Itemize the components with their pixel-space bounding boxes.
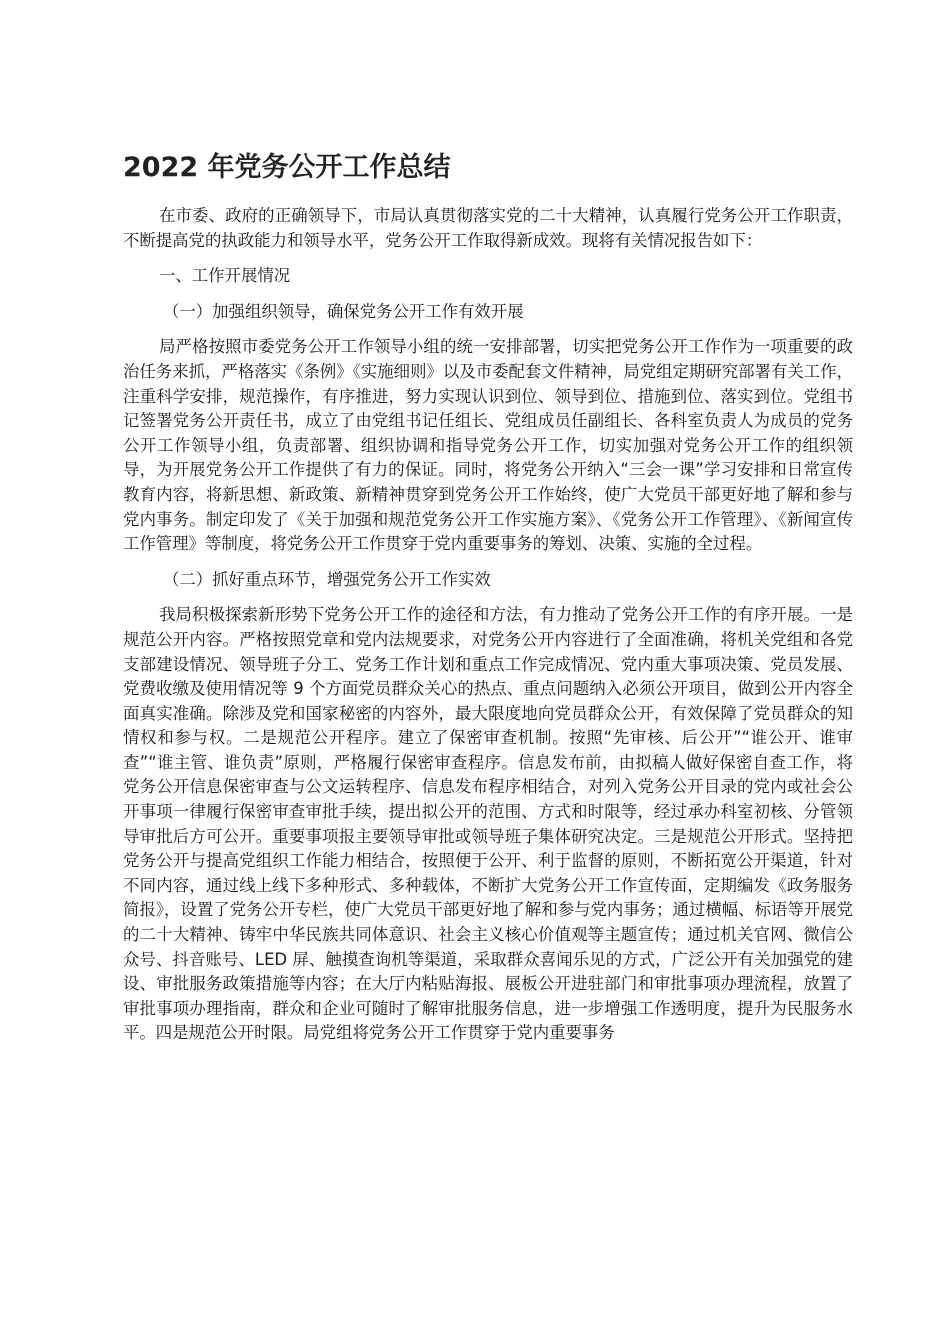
document-page [123, 148, 853, 1057]
document-title: 2022 年党务公开工作总结 [123, 152, 451, 183]
subsection-heading-1: （一）加强组织领导，确保党务公开工作有效开展 [163, 301, 524, 321]
subsection-heading-2: （二）抓好重点环节，增强党务公开工作实效 [163, 569, 491, 589]
intro-paragraph: 在市委、政府的正确领导下，市局认真贯彻落实党的二十大精神，认真履行党务公开工作职责，不断提高党的执政能力和领导水平，党务公开工作取得新成效。现将有关情况报告如下： [123, 206, 853, 250]
subsection-body-1: 局严格按照市委党务公开工作领导小组的统一安排部署，切实把党务公开工作作为一项重要的政治任务来抓，严格落实《条例》《实施细则》以及市委配套文件精神，局党组定期研究部署有关工作，注重科学安排，规范操作，有序推进，努力实现认识到位、领导到位、措施到位、落实到位。党组书记签署党务公开责任书，成立了由党组书记任组长、党组成员任副组长、各科室负责人为成员的党务公开工作领导小组，负责部署、组织协调和指导党务公开工作，切实加强对党务公开工作的组织领导，为开展党务公开工作提供了有力的保证。同时，将党务公开纳入“三会一课”学习安排和日常宣传教育内容，将新思想、新政策、新精神贯穿到党务公开工作始终，使广大党员干部更好地了解和参与党内事务。制定印发了《关于加强和规范党务公开工作实施方案》、《党务公开工作管理》、《新闻宣传工作管理》等制度，将党务公开工作贯穿于党内重要事务的筹划、决策、实施的全过程。 [123, 337, 853, 554]
subsection-body-2: 我局积极探索新形势下党务公开工作的途径和方法，有力推动了党务公开工作的有序开展。一是规范公开内容。严格按照党章和党内法规要求，对党务公开内容进行了全面准确，将机关党组和各党支部建设情况、领导班子分工、党务工作计划和重点工作完成情况、党内重大事项决策、党员发展、党费收缴及使用情况等 9 个方面党员群众关心的热点、重点问题纳入必须公开项目，做到公开内容全面真实准确。除涉及党和国家秘密的内容外，最大限度地向党员群众公开，有效保障了党员群众的知情权和参与权。二是规范公开程序。建立了保密审查机制。按照“先审核、后公开”“谁公开、谁审查”“谁主管、谁负责”原则，严格履行保密审查程序。信息发布前，由拟稿人做好保密自查工作，将党务公开信息保密审查与公文运转程序、信息发布程序相结合，对列入党务公开目录的党内或社会公开事项一律履行保密审查审批手续，提出拟公开的范围、方式和时限等，经过承办科室初核、分管领导审批后方可公开。重要事项报主要领导审批或领导班子集体研究决定。三是规范公开形式。坚持把党务公开与提高党组织工作能力相结合，按照便于公开、利于监督的原则，不断拓宽公开渠道，针对不同内容，通过线上线下多种形式、多种载体，不断扩大党务公开工作宣传面，定期编发《政务服务简报》，设置了党务公开专栏，使广大党员干部更好地了解和参与党内事务；通过横幅、标语等开展党的二十大精神、铸牢中华民族共同体意识、社会主义核心价值观等主题宣传；通过机关官网、微信公众号、抖音账号、LED 屏、触摸查询机等渠道，采取群众喜闻乐见的方式，广泛公开有关加强党的建设、审批服务政策措施等内容；在大厅内粘贴海报、展板公开进驻部门和审批事项办理流程，放置了审批事项办理指南，群众和企业可随时了解审批服务信息，进一步增强工作透明度，提升为民服务水平。四是规范公开时限。局党组将党务公开工作贯穿于党内重要事务 [123, 605, 853, 1043]
section-heading-1: 一、工作开展情况 [159, 266, 291, 286]
